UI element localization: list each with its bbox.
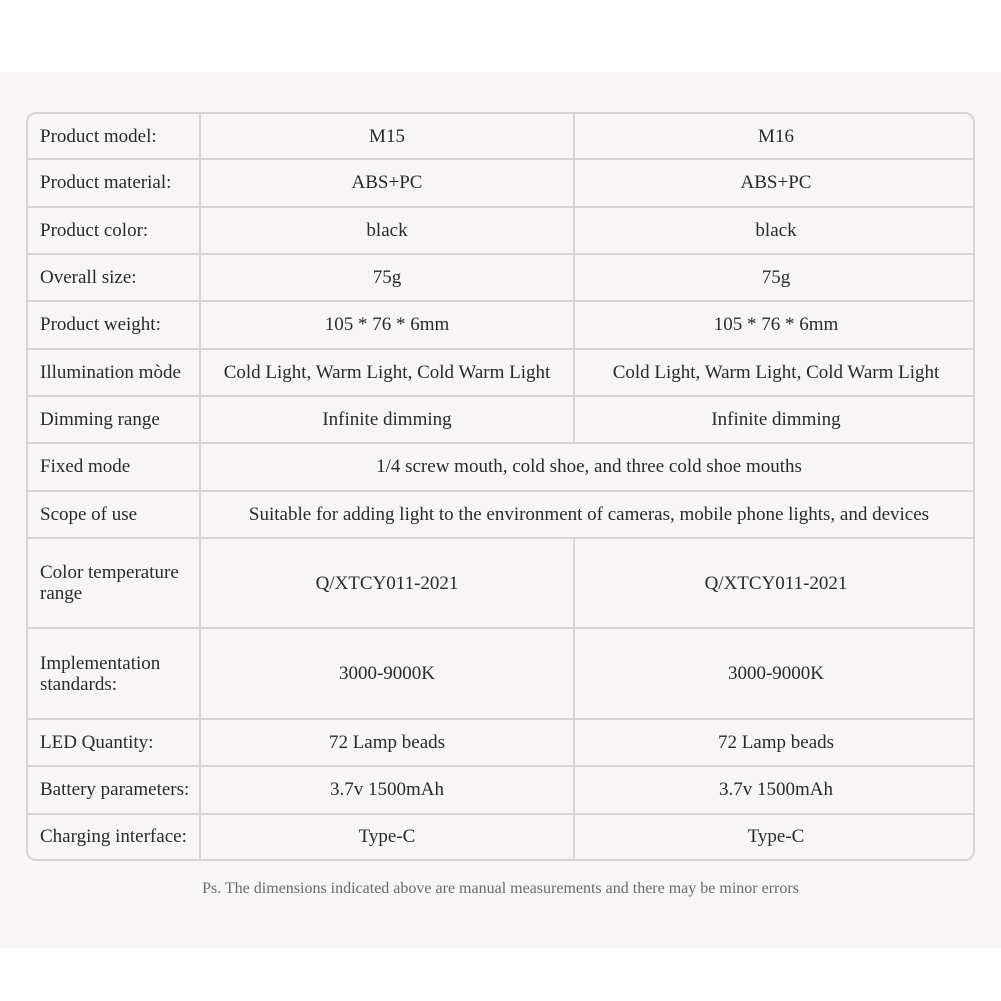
table-row (28, 443, 975, 490)
m15-value: Infinite dimming (200, 396, 574, 443)
m16-value: ABS+PC (574, 159, 975, 206)
m16-value: black (574, 207, 975, 254)
m16-value: 3000-9000K (574, 628, 975, 719)
row-label: Illumination mòde (28, 349, 200, 396)
row-label: Product model: (28, 114, 200, 159)
table-row (28, 628, 975, 719)
spec-table (26, 112, 975, 861)
row-label: Implementation standards: (28, 628, 200, 719)
row-label: Product color: (28, 207, 200, 254)
table-row (28, 719, 975, 766)
row-label: LED Quantity: (28, 719, 200, 766)
table-row (28, 491, 975, 538)
table-row (28, 396, 975, 443)
row-label: Product material: (28, 159, 200, 206)
m16-value: 3.7v 1500mAh (574, 766, 975, 813)
table-row (28, 766, 975, 813)
m16-value: Cold Light, Warm Light, Cold Warm Light (574, 349, 975, 396)
m15-value: Q/XTCY011-2021 (200, 538, 574, 629)
m15-value: 3.7v 1500mAh (200, 766, 574, 813)
table-row (28, 114, 975, 159)
table-row (28, 349, 975, 396)
m16-value: M16 (574, 114, 975, 159)
m16-value: Type-C (574, 814, 975, 859)
footnote: Ps. The dimensions indicated above are manual measurements and there may be minor errors (202, 880, 799, 897)
row-label: Overall size: (28, 254, 200, 301)
row-label: Scope of use (28, 491, 200, 538)
m15-value: 105 * 76 * 6mm (200, 301, 574, 348)
row-label: Color temperature range (28, 538, 200, 629)
row-label: Dimming range (28, 396, 200, 443)
table-row (28, 538, 975, 629)
table-row (28, 254, 975, 301)
m16-value: Infinite dimming (574, 396, 975, 443)
table-row (28, 814, 975, 859)
row-label: Fixed mode (28, 443, 200, 490)
shared-value: Suitable for adding light to the environment of cameras, mobile phone lights, and devices (200, 491, 975, 538)
row-label: Battery parameters: (28, 766, 200, 813)
m15-value: M15 (200, 114, 574, 159)
m15-value: Cold Light, Warm Light, Cold Warm Light (200, 349, 574, 396)
row-label: Product weight: (28, 301, 200, 348)
m15-value: 75g (200, 254, 574, 301)
table-row (28, 301, 975, 348)
row-label: Charging interface: (28, 814, 200, 859)
m15-value: black (200, 207, 574, 254)
shared-value: 1/4 screw mouth, cold shoe, and three cold shoe mouths (200, 443, 975, 490)
m15-value: 72 Lamp beads (200, 719, 574, 766)
m15-value: 3000-9000K (200, 628, 574, 719)
m16-value: 75g (574, 254, 975, 301)
m16-value: 105 * 76 * 6mm (574, 301, 975, 348)
spec-table-grid (28, 114, 975, 859)
table-row (28, 207, 975, 254)
m15-value: ABS+PC (200, 159, 574, 206)
m16-value: Q/XTCY011-2021 (574, 538, 975, 629)
table-row (28, 159, 975, 206)
m15-value: Type-C (200, 814, 574, 859)
m16-value: 72 Lamp beads (574, 719, 975, 766)
